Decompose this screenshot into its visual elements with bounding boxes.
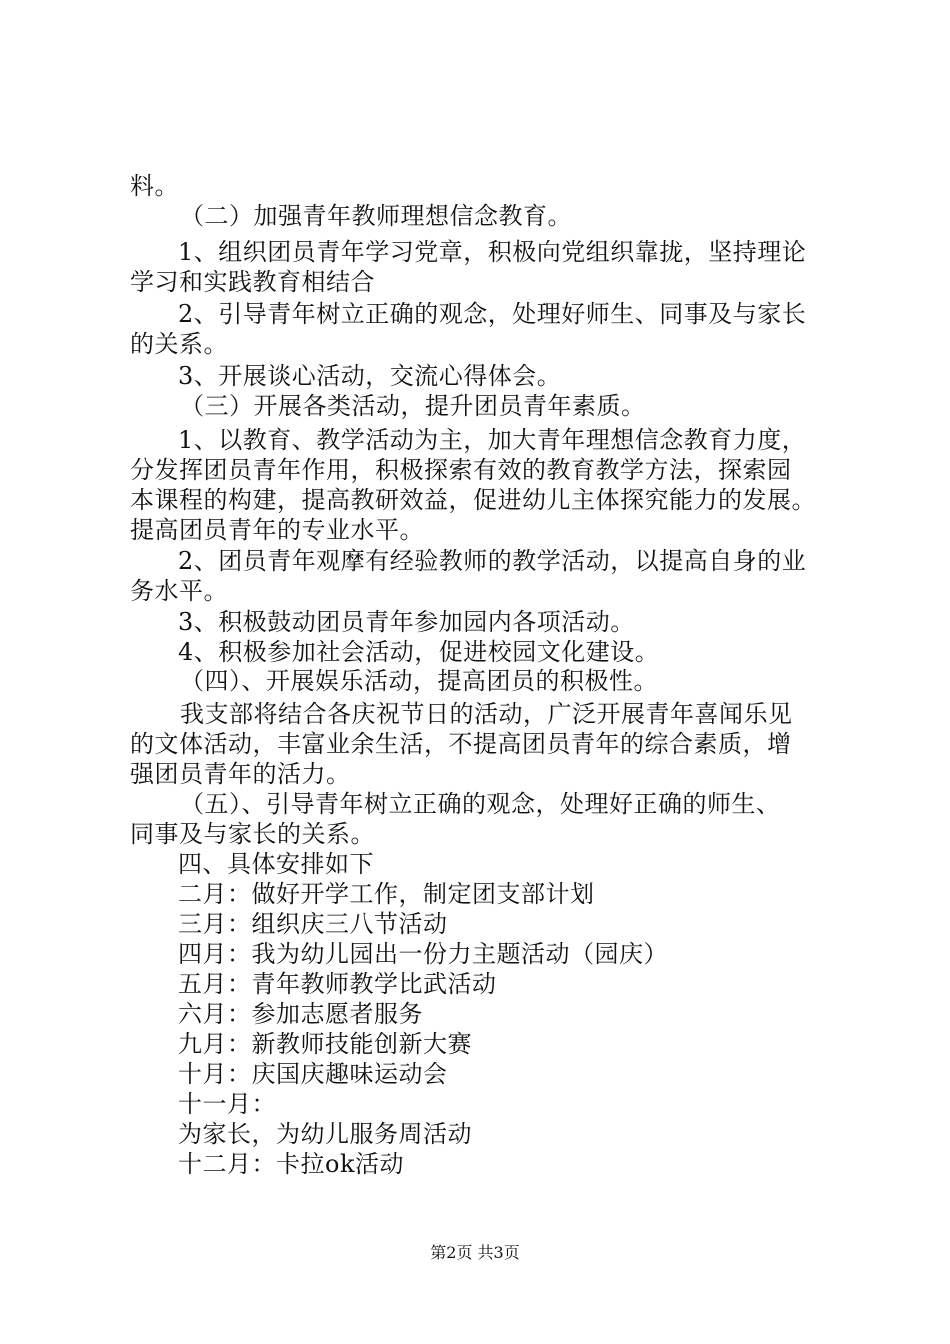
section-heading: （五）、引导青年树立正确的观念，处理好正确的师生、 <box>180 790 781 818</box>
text-line: 3、积极鼓动团员青年参加园内各项活动。 <box>178 608 635 636</box>
text-line: 强团员青年的活力。 <box>130 760 351 788</box>
text-line: 学习和实践教育相结合 <box>130 268 375 296</box>
text-line: 2、引导青年树立正确的观念，处理好师生、同事及与家长 <box>178 300 807 328</box>
section-heading: （三）开展各类活动，提升团员青年素质。 <box>180 392 646 420</box>
schedule-item: 五月：青年教师教学比武活动 <box>178 970 497 998</box>
text-line: 1、以教育、教学活动为主，加大青年理想信念教育力度， <box>178 426 807 454</box>
schedule-item: 三月：组织庆三八节活动 <box>178 910 448 938</box>
text-line: 3、开展谈心活动，交流心得体会。 <box>178 362 562 390</box>
text-line: 同事及与家长的关系。 <box>130 820 375 848</box>
text-line: 2、团员青年观摩有经验教师的教学活动，以提高自身的业 <box>178 547 807 575</box>
schedule-item: 四月：我为幼儿园出一份力主题活动（园庆） <box>178 940 668 968</box>
text-line: 本课程的构建，提高教研效益，促进幼儿主体探究能力的发展。 <box>130 486 816 514</box>
schedule-item: 九月：新教师技能创新大赛 <box>178 1030 472 1058</box>
text-line: 分发挥团员青年作用，积极探索有效的教育教学方法，探索园 <box>130 456 792 484</box>
schedule-item: 十一月： <box>178 1090 276 1118</box>
text-line: 的文体活动，丰富业余生活，不提高团员青年的综合素质，增 <box>130 730 792 758</box>
text-line: 提高团员青年的专业水平。 <box>130 516 424 544</box>
schedule-item: 十月：庆国庆趣味运动会 <box>178 1060 448 1088</box>
schedule-item: 十二月：卡拉ok活动 <box>178 1150 404 1178</box>
section-heading: 四、具体安排如下 <box>178 850 374 878</box>
schedule-item: 六月：参加志愿者服务 <box>178 1000 423 1028</box>
section-heading: （二）加强青年教师理想信念教育。 <box>180 202 572 230</box>
text-line: 务水平。 <box>130 577 228 605</box>
text-line: 的关系。 <box>130 330 228 358</box>
text-line: 料。 <box>130 172 179 200</box>
section-heading: （四）、开展娱乐活动，提高团员的积极性。 <box>180 667 658 695</box>
text-line: 4、积极参加社会活动，促进校园文化建设。 <box>178 638 660 666</box>
schedule-item: 二月：做好开学工作，制定团支部计划 <box>178 880 595 908</box>
text-line: 我支部将结合各庆祝节日的活动，广泛开展青年喜闻乐见 <box>180 700 793 728</box>
page-number-footer: 第2页 共3页 <box>430 1243 520 1262</box>
text-line: 1、组织团员青年学习党章，积极向党组织靠拢，坚持理论 <box>178 238 807 266</box>
schedule-item: 为家长，为幼儿服务周活动 <box>178 1120 472 1148</box>
